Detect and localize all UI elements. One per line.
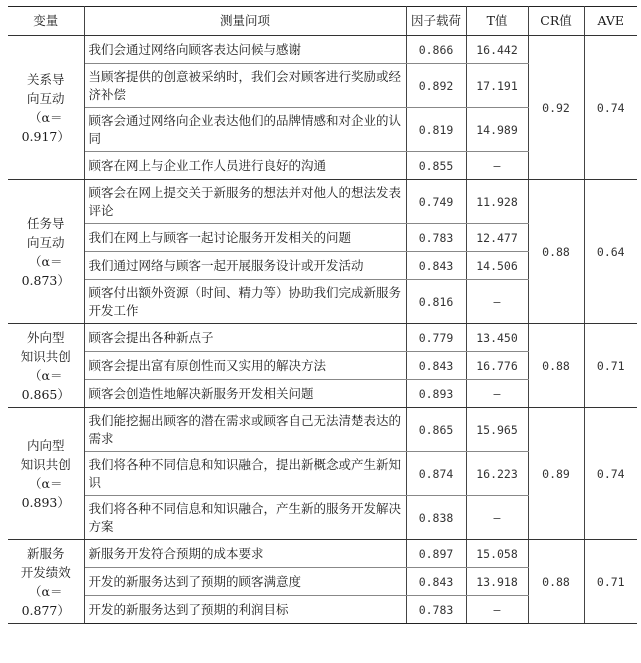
item-text: 我们能挖掘出顾客的潜在需求或顾客自己无法清楚表达的需求 — [84, 408, 406, 452]
factor-loading: 0.819 — [406, 108, 466, 152]
item-text: 开发的新服务达到了预期的利润目标 — [84, 596, 406, 624]
measurement-table — [8, 6, 637, 624]
t-value: — — [466, 152, 528, 180]
factor-loading: 0.783 — [406, 596, 466, 624]
item-text: 当顾客提供的创意被采纳时，我们会对顾客进行奖励或经济补偿 — [84, 64, 406, 108]
item-text: 新服务开发符合预期的成本要求 — [84, 540, 406, 568]
table-row — [8, 36, 637, 64]
factor-loading: 0.816 — [406, 280, 466, 324]
factor-loading: 0.843 — [406, 252, 466, 280]
variable-alpha: （α＝0.877） — [21, 583, 70, 618]
item-text: 顾客付出额外资源（时间、精力等）协助我们完成新服务开发工作 — [84, 280, 406, 324]
item-text: 顾客会提出各种新点子 — [84, 324, 406, 352]
item-text: 顾客会在网上提交关于新服务的想法并对他人的想法发表评论 — [84, 180, 406, 224]
t-value: 14.506 — [466, 252, 528, 280]
factor-loading: 0.897 — [406, 540, 466, 568]
variable-alpha: （α＝0.893） — [21, 475, 70, 510]
header-item: 测量问项 — [84, 7, 406, 36]
t-value: 15.965 — [466, 408, 528, 452]
variable-cell — [8, 36, 84, 180]
t-value: 14.989 — [466, 108, 528, 152]
item-text: 我们在网上与顾客一起讨论服务开发相关的问题 — [84, 224, 406, 252]
t-value: 17.191 — [466, 64, 528, 108]
t-value: 13.450 — [466, 324, 528, 352]
factor-loading: 0.874 — [406, 452, 466, 496]
cr-value: 0.89 — [528, 408, 584, 540]
item-text: 我们将各种不同信息和知识融合，产生新的服务开发解决方案 — [84, 496, 406, 540]
variable-cell — [8, 540, 84, 624]
factor-loading: 0.843 — [406, 352, 466, 380]
variable-cell — [8, 324, 84, 408]
t-value: 16.776 — [466, 352, 528, 380]
variable-name-line: 知识共创 — [20, 348, 71, 364]
cr-value: 0.88 — [528, 324, 584, 408]
t-value: 16.442 — [466, 36, 528, 64]
variable-alpha: （α＝0.917） — [21, 109, 70, 144]
cr-value: 0.88 — [528, 180, 584, 324]
ave-value: 0.64 — [584, 180, 637, 324]
factor-loading: 0.865 — [406, 408, 466, 452]
t-value: — — [466, 380, 528, 408]
factor-loading: 0.843 — [406, 568, 466, 596]
item-text: 顾客在网上与企业工作人员进行良好的沟通 — [84, 152, 406, 180]
table-row — [8, 408, 637, 452]
variable-name-line: 向互动 — [26, 234, 65, 250]
table-row — [8, 540, 637, 568]
cr-value: 0.92 — [528, 36, 584, 180]
item-text: 顾客会创造性地解决新服务开发相关问题 — [84, 380, 406, 408]
item-text: 顾客会提出富有原创性而又实用的解决方法 — [84, 352, 406, 380]
variable-alpha: （α＝0.865） — [21, 367, 70, 402]
factor-loading: 0.779 — [406, 324, 466, 352]
variable-name-line: 新服务 — [26, 545, 65, 561]
variable-name-line: 开发绩效 — [20, 564, 71, 580]
t-value: — — [466, 496, 528, 540]
variable-name-line: 内向型 — [26, 437, 65, 453]
t-value: 13.918 — [466, 568, 528, 596]
factor-loading: 0.893 — [406, 380, 466, 408]
ave-value: 0.74 — [584, 36, 637, 180]
t-value: 16.223 — [466, 452, 528, 496]
item-text: 我们通过网络与顾客一起开展服务设计或开发活动 — [84, 252, 406, 280]
factor-loading: 0.783 — [406, 224, 466, 252]
item-text: 我们将各种不同信息和知识融合，提出新概念或产生新知识 — [84, 452, 406, 496]
factor-loading: 0.838 — [406, 496, 466, 540]
factor-loading: 0.892 — [406, 64, 466, 108]
variable-alpha: （α＝0.873） — [21, 253, 70, 288]
header-t-value: T值 — [466, 7, 528, 36]
ave-value: 0.74 — [584, 408, 637, 540]
table-row — [8, 324, 637, 352]
factor-loading: 0.749 — [406, 180, 466, 224]
header-variable: 变量 — [8, 7, 84, 36]
item-text: 顾客会通过网络向企业表达他们的品牌情感和对企业的认同 — [84, 108, 406, 152]
t-value: 12.477 — [466, 224, 528, 252]
t-value: 11.928 — [466, 180, 528, 224]
t-value: — — [466, 596, 528, 624]
t-value: 15.058 — [466, 540, 528, 568]
factor-loading: 0.866 — [406, 36, 466, 64]
factor-loading: 0.855 — [406, 152, 466, 180]
variable-name-line: 向互动 — [26, 90, 65, 106]
variable-name-line: 关系导 — [26, 71, 65, 87]
header-ave: AVE — [584, 7, 637, 36]
variable-name-line: 任务导 — [26, 215, 65, 231]
header-loading: 因子载荷 — [406, 7, 466, 36]
cr-value: 0.88 — [528, 540, 584, 624]
t-value: — — [466, 280, 528, 324]
table-row — [8, 180, 637, 224]
variable-cell — [8, 408, 84, 540]
ave-value: 0.71 — [584, 324, 637, 408]
item-text: 我们会通过网络向顾客表达问候与感谢 — [84, 36, 406, 64]
variable-name-line: 知识共创 — [20, 456, 71, 472]
item-text: 开发的新服务达到了预期的顾客满意度 — [84, 568, 406, 596]
ave-value: 0.71 — [584, 540, 637, 624]
header-row — [8, 7, 637, 36]
header-cr: CR值 — [528, 7, 584, 36]
variable-cell — [8, 180, 84, 324]
variable-name-line: 外向型 — [26, 329, 65, 345]
